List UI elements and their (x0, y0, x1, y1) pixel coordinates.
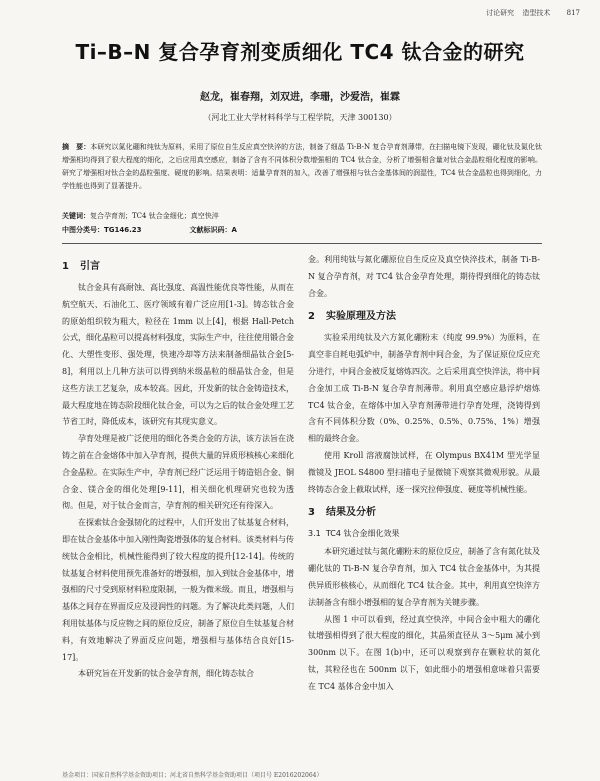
paragraph: 金。利用纯钛与氮化硼原位自生反应及真空快淬技术，制备 Ti-B-N 复合孕育剂，对 TC4 钛合金孕育处理，期待得到细化的铸态钛合金。 (308, 255, 540, 298)
footnote: 基金项目：国家自然科学基金资助项目；河北省自然科学基金资助项目（项目号 E2016202064） (62, 772, 323, 779)
keywords (62, 211, 219, 221)
affiliation: （河北工业大学材料科学与工程学院，天津 300130） (203, 113, 397, 122)
left-column (62, 252, 294, 683)
paragraph: 实验采用纯钛及六方氮化硼粉末（纯度 99.9%）为原料，在真空非自耗电弧炉中，制备孕育剂中间合金，为了保证原位反应充分进行，中间合金被反复熔炼四次。之后采用真空快淬法，将中间合金加工成 Ti-B-N 复合孕育剂薄带。利用真空感应悬浮炉熔炼 TC4 钛合金，在熔体中加入孕育剂薄带进行孕育处理，浇铸得到含有不同体积分数（0%、0.25%、0.5%、0.75%、1%）增强相的最终合金。 (308, 333, 540, 444)
section-number: 3 (308, 507, 315, 519)
paragraph: 本研究通过钛与氮化硼粉末的原位反应，制备了含有氮化钛及硼化钛的 Ti-B-N 复合孕育剂，加入 TC4 钛合金基体中，为其提供异质形核核心，从而细化 TC4 钛合金。其中，利用真空快淬方法制备含有细小增强相的复合孕育剂为关键步骤。 (308, 547, 540, 607)
abstract-label: 摘 要： (62, 143, 91, 151)
abstract-text: 本研究以氮化硼和纯钛为原料，采用了原位自生反应真空快淬的方法，制备了细晶 Ti-B-N 复合孕育剂薄带，在扫描电镜下发现，硼化钛及氮化钛增强相均得到了很大程度的细化，之后应用真空感应，制备了含有不同体积分数增强相的 TC4 钛合金，分析了增强相含量对钛合金晶粒细化程度的影响。研究了增强相对钛合金的晶粒强度、硬度的影响。结果表明：适量孕育剂的加入，改善了增强相与钛合金基体间的润湿性，TC4 钛合金晶粒也得到细化，力学性能也得到了显著提升。 (62, 143, 542, 190)
paragraph: 在探索钛合金强韧化的过程中，人们开发出了钛基复合材料，即在钛合金基体中加入刚性陶瓷增强体的复合材料。该类材料与传统钛合金相比，机械性能得到了较大程度的提升[12-14]。传统的钛基复合材料使用预先准备好的增强相，加入到钛合金基体中，增强相的尺寸受到原材料粒度限制，一般为微米级。而且，增强相与基体之间存在界面反应及浸润性的问题。为了解决此类问题，人们利用钛基体与反应物之间的原位反应，制备了原位自生钛基复合材料，有效地解决了界面反应问题，增强相与基体结合良好[15-17]。 (62, 518, 294, 662)
subsection-number: 3.1 (308, 529, 321, 539)
keywords-text: 复合孕育剂；TC4 钛合金细化；真空快淬 (90, 212, 219, 220)
section-heading-method (308, 308, 540, 326)
running-header (480, 8, 580, 18)
paragraph: 使用 Kroll 溶液腐蚀试样，在 Olympus BX41M 型光学显微镜及 JEOL S4800 型扫描电子显微镜下观察其微观形貌。从最终铸态合金上截取试样，逐一探究拉伸强度、硬度等机械性能。 (308, 450, 540, 494)
section-heading-intro (62, 258, 294, 276)
header-section: 造型技术 (522, 9, 551, 17)
paragraph: 钛合金具有高耐蚀、高比强度、高温性能优良等性能，从而在航空航天、石油化工、医疗领域有着广泛应用[1-3]。铸态钛合金的原始组织较为粗大，粒径在 1mm 以上[4]，根据 Hall-Petch 公式，细化晶粒可以提高材料强度，实际生产中，往往使用锻合金化、大塑性变形、强处理，快速冷却等方法来制备细晶钛合金[5-8]，利用以上几种方法可以得到纳米级晶粒的细晶钛合金，但是这些方法工艺复杂，成本较高。因此，开发新的钛合金铸造技术，最大程度地在铸态阶段细化钛合金，可以为之后的钛合金处理工艺节省工时，降低成本，该研究有其现实意义。 (62, 283, 294, 427)
section-title: 引言 (80, 261, 100, 272)
abstract-divider (62, 243, 542, 244)
page-number: 817 (566, 9, 580, 17)
clc-code: TG146.23 (104, 226, 142, 234)
paragraph: 从图 1 中可以看到，经过真空快淬，中间合金中粗大的硼化钛增强相得到了很大程度的细化，其晶须直径从 3～5μm 减小到 300nm 以下。在图 1(b)中，还可以观察到存在颗粒状的氮化钛，其粒径也在 500nm 以下，如此细小的增强相意味着只需要在 TC4 基体合金中加入 (308, 614, 540, 691)
paper-title: Ti–B–N 复合孕育剂变质细化 TC4 钛合金的研究 (75, 40, 525, 64)
subsection-heading (308, 526, 540, 542)
section-heading-results (308, 504, 540, 522)
section-title: 实验原理及方法 (326, 311, 396, 323)
classification-line (62, 225, 237, 235)
abstract (62, 141, 542, 193)
paragraph: 本研究旨在开发新的钛合金孕育剂，细化铸态钛合 (78, 669, 254, 679)
doc-code-label: 文献标识码： (189, 226, 232, 234)
header-journal: 讨论研究 (486, 9, 515, 17)
section-number: 2 (308, 311, 315, 323)
section-number: 1 (62, 261, 69, 272)
clc-label: 中图分类号： (62, 226, 104, 234)
keywords-label: 关键词： (62, 212, 90, 220)
author-list: 赵龙，崔春翔，刘双进，李珊，沙爱浩，崔霖 (200, 92, 400, 103)
paragraph: 孕育处理是被广泛使用的细化各类合金的方法，该方法旨在浇铸之前在合金熔体中加入孕育剂，提供大量的异质形核核心来细化合金晶粒。在实际生产中，孕育剂已经广泛运用于铸造铝合金、铜合金、镁合金的细化处理[9-11]，相关细化机理研究也较为透彻。但是，对于钛合金而言，孕育剂的相关研究还有待深入。 (62, 434, 294, 511)
subsection-title: TC4 钛合金细化效果 (325, 529, 400, 539)
section-title: 结果及分析 (326, 507, 376, 519)
doc-code: A (231, 226, 237, 234)
right-column (308, 252, 540, 696)
